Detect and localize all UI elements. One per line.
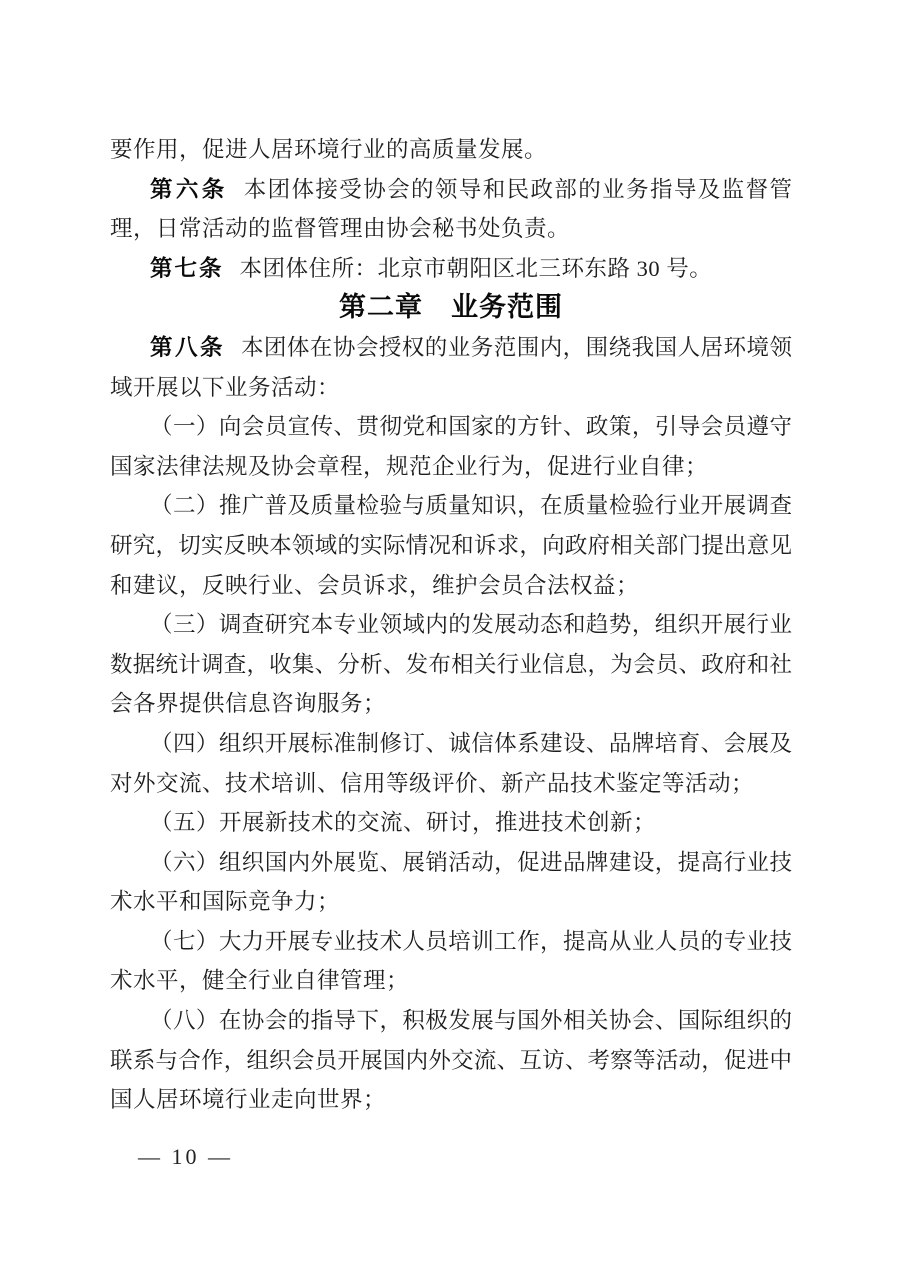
text-line xyxy=(110,843,792,883)
line-text: （一）向会员宣传、贯彻党和国家的方针、政策，引导会员遵守 xyxy=(150,414,792,440)
article-number-label: 第八条 xyxy=(150,334,225,360)
line-text: 本团体在协会授权的业务范围内，围绕我国人居环境领 xyxy=(240,334,792,360)
text-line xyxy=(110,764,792,804)
article-number-label: 第七条 xyxy=(150,255,224,281)
line-text: 理，日常活动的监督管理由协会秘书处负责。 xyxy=(110,216,571,242)
line-text: （七）大力开展专业技术人员培训工作，提高从业人员的专业技 xyxy=(150,928,792,954)
paragraph xyxy=(110,328,792,407)
text-line xyxy=(110,486,792,526)
text-line xyxy=(110,1041,792,1081)
line-text: （八）在协会的指导下，积极发展与国外相关协会、国际组织的 xyxy=(150,1008,792,1034)
line-text: 对外交流、技术培训、信用等级评价、新产品技术鉴定等活动； xyxy=(110,770,755,796)
line-text: （三）调查研究本专业领域内的发展动态和趋势，组织开展行业 xyxy=(150,612,792,638)
paragraph xyxy=(110,922,792,1001)
line-text: 国家法律法规及协会章程，规范企业行为，促进行业自律； xyxy=(110,453,709,479)
text-line xyxy=(110,407,792,447)
line-text: 会各界提供信息咨询服务； xyxy=(110,691,387,717)
line-text: 联系与合作，组织会员开展国内外交流、互访、考察等活动，促进中 xyxy=(110,1047,792,1073)
article-number-label: 第六条 xyxy=(150,176,228,202)
chapter-heading: 第二章 业务范围 xyxy=(339,292,563,323)
text-line xyxy=(110,170,792,210)
page-number: — 10 — xyxy=(138,1144,233,1169)
text-line xyxy=(110,1080,792,1120)
text-line xyxy=(110,526,792,566)
text-line xyxy=(110,803,792,843)
text-line xyxy=(110,684,792,724)
text-line xyxy=(110,922,792,962)
line-text: （六）组织国内外展览、展销活动，促进品牌建设，提高行业技 xyxy=(150,849,792,875)
text-line xyxy=(110,249,792,289)
line-text: 本团体接受协会的领导和民政部的业务指导及监督管 xyxy=(243,176,792,202)
line-text: 和建议，反映行业、会员诉求，维护会员合法权益； xyxy=(110,572,640,598)
line-text: 数据统计调查，收集、分析、发布相关行业信息，为会员、政府和社 xyxy=(110,651,792,677)
paragraph xyxy=(110,843,792,922)
paragraph xyxy=(110,605,792,724)
text-line xyxy=(110,1001,792,1041)
text-line xyxy=(110,882,792,922)
text-line xyxy=(110,328,792,368)
line-text: 国人居环境行业走向世界； xyxy=(110,1087,387,1113)
paragraph xyxy=(110,803,792,843)
line-text: （五）开展新技术的交流、研讨，推进技术创新； xyxy=(150,810,657,836)
document-body xyxy=(110,130,792,1120)
text-line xyxy=(110,209,792,249)
paragraph xyxy=(110,486,792,605)
line-text: 域开展以下业务活动： xyxy=(110,374,341,400)
text-line xyxy=(110,447,792,487)
line-text: （二）推广普及质量检验与质量知识，在质量检验行业开展调查 xyxy=(150,493,792,519)
paragraph xyxy=(110,170,792,249)
line-text: 本团体住所：北京市朝阳区北三环东路 30 号。 xyxy=(239,255,713,281)
line-text: （四）组织开展标准制修订、诚信体系建设、品牌培育、会展及 xyxy=(150,730,792,756)
paragraph xyxy=(110,130,792,170)
paragraph xyxy=(110,249,792,289)
paragraph xyxy=(110,1001,792,1120)
line-text: 研究，切实反映本领域的实际情况和诉求，向政府相关部门提出意见 xyxy=(110,532,792,558)
text-line xyxy=(110,368,792,408)
paragraph xyxy=(110,724,792,803)
line-text: 术水平，健全行业自律管理； xyxy=(110,968,410,994)
paragraph xyxy=(110,407,792,486)
line-text: 要作用，促进人居环境行业的高质量发展。 xyxy=(110,137,548,162)
text-line xyxy=(110,724,792,764)
text-line xyxy=(110,961,792,1001)
text-line xyxy=(110,566,792,606)
line-text: 术水平和国际竞争力； xyxy=(110,889,341,915)
text-line xyxy=(110,645,792,685)
text-line xyxy=(110,130,792,170)
text-line xyxy=(110,605,792,645)
